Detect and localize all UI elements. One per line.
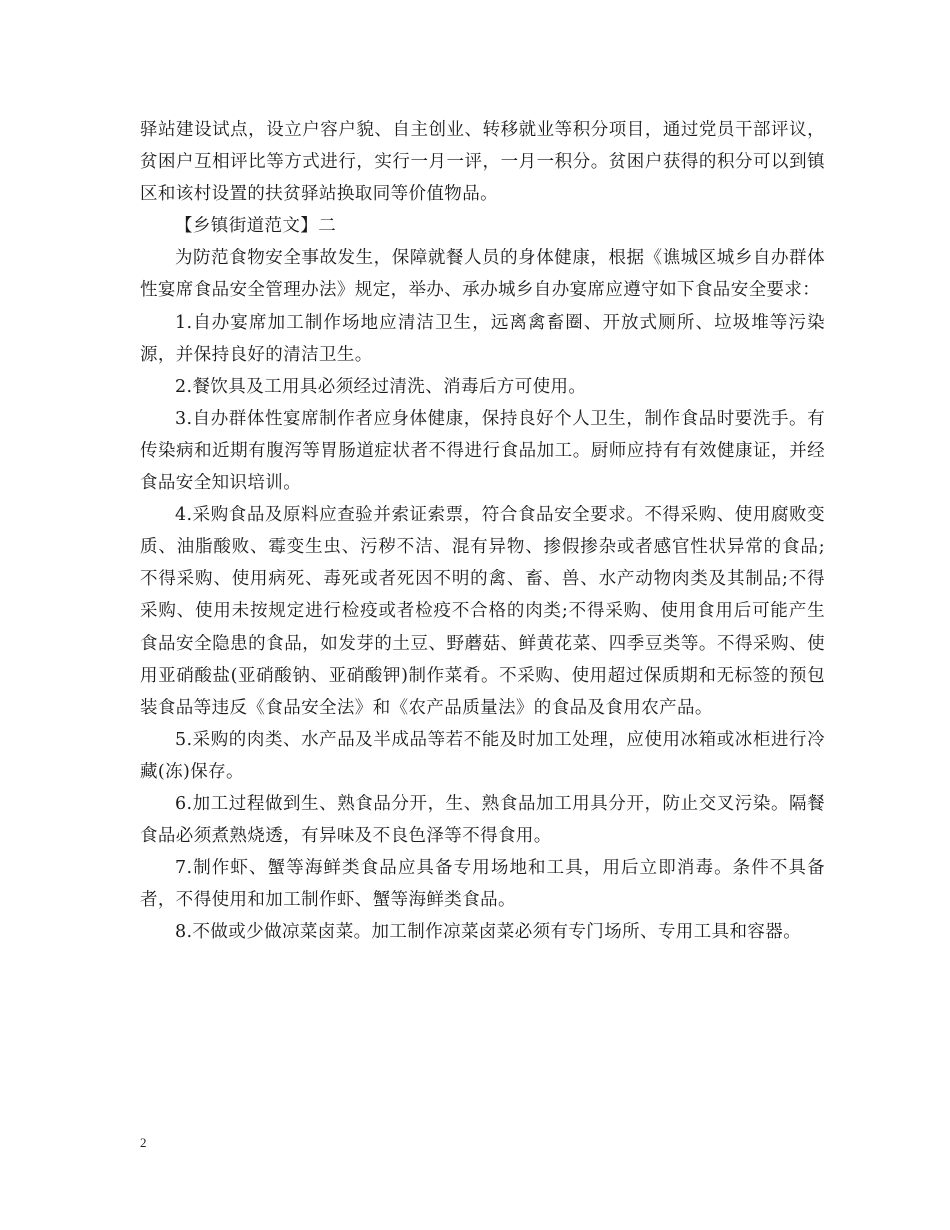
- list-item-8: 8.不做或少做凉菜卤菜。加工制作凉菜卤菜必须有专门场所、专用工具和容器。: [175, 922, 802, 943]
- list-item-5: 5.采购的肉类、水产品及半成品等若不能及时加工处理，应使用冰箱或冰柜进行冷藏(冻)保存。: [140, 729, 825, 782]
- list-item-2: 2.餐饮具及工用具必须经过清洗、消毒后方可使用。: [175, 376, 587, 397]
- list-item-4: 4.采购食品及原料应查验并索证索票，符合食品安全要求。不得采购、使用腐败变质、油脂酸败、霉变生虫、污秽不洁、混有异物、掺假掺杂或者感官性状异常的食品;不得采购、使用病死、毒死或者死因不明的禽、畜、兽、水产动物肉类及其制品;不得采购、使用未按规定进行检疫或者检疫不合格的肉类;不得采购、使用食用后可能产生食品安全隐患的食品，如发芽的土豆、野蘑菇、鲜黄花菜、四季豆类等。不得采购、使用亚硝酸盐(亚硝酸钠、亚硝酸钾)制作菜肴。不采购、使用超过保质期和无标签的预包装食品等违反《食品安全法》和《农产品质量法》的食品及食用农产品。: [140, 505, 825, 718]
- list-item-3: 3.自办群体性宴席制作者应身体健康，保持良好个人卫生，制作食品时要洗手。有传染病和近期有腹泻等胃肠道症状者不得进行食品加工。厨师应持有有效健康证，并经食品安全知识培训。: [140, 408, 825, 494]
- list-item-6: 6.加工过程做到生、熟食品分开，生、熟食品加工用具分开，防止交叉污染。隔餐食品必须煮熟烧透，有异味及不良色泽等不得食用。: [140, 793, 825, 847]
- section-heading: 【乡镇街道范文】二: [175, 216, 337, 237]
- list-item-7: 7.制作虾、蟹等海鲜类食品应具备专用场地和工具，用后立即消毒。条件不具备者，不得使用和加工制作虾、蟹等海鲜类食品。: [140, 858, 825, 911]
- document-page: [140, 114, 825, 948]
- page-number: 2: [140, 1135, 147, 1150]
- paragraph-continuation: 驿站建设试点，设立户容户貌、自主创业、转移就业等积分项目，通过党员干部评议，贫困户互相评比等方式进行，实行一月一评，一月一积分。贫困户获得的积分可以到镇区和该村设置的扶贫驿站换取同等价值物品。: [140, 120, 825, 205]
- paragraph-intro: 为防范食物安全事故发生，保障就餐人员的身体健康，根据《谯城区城乡自办群体性宴席食品安全管理办法》规定，举办、承办城乡自办宴席应遵守如下食品安全要求：: [140, 248, 825, 301]
- list-item-1: 1.自办宴席加工制作场地应清洁卫生，远离禽畜圈、开放式厕所、垃圾堆等污染源，并保持良好的清洁卫生。: [140, 312, 825, 365]
